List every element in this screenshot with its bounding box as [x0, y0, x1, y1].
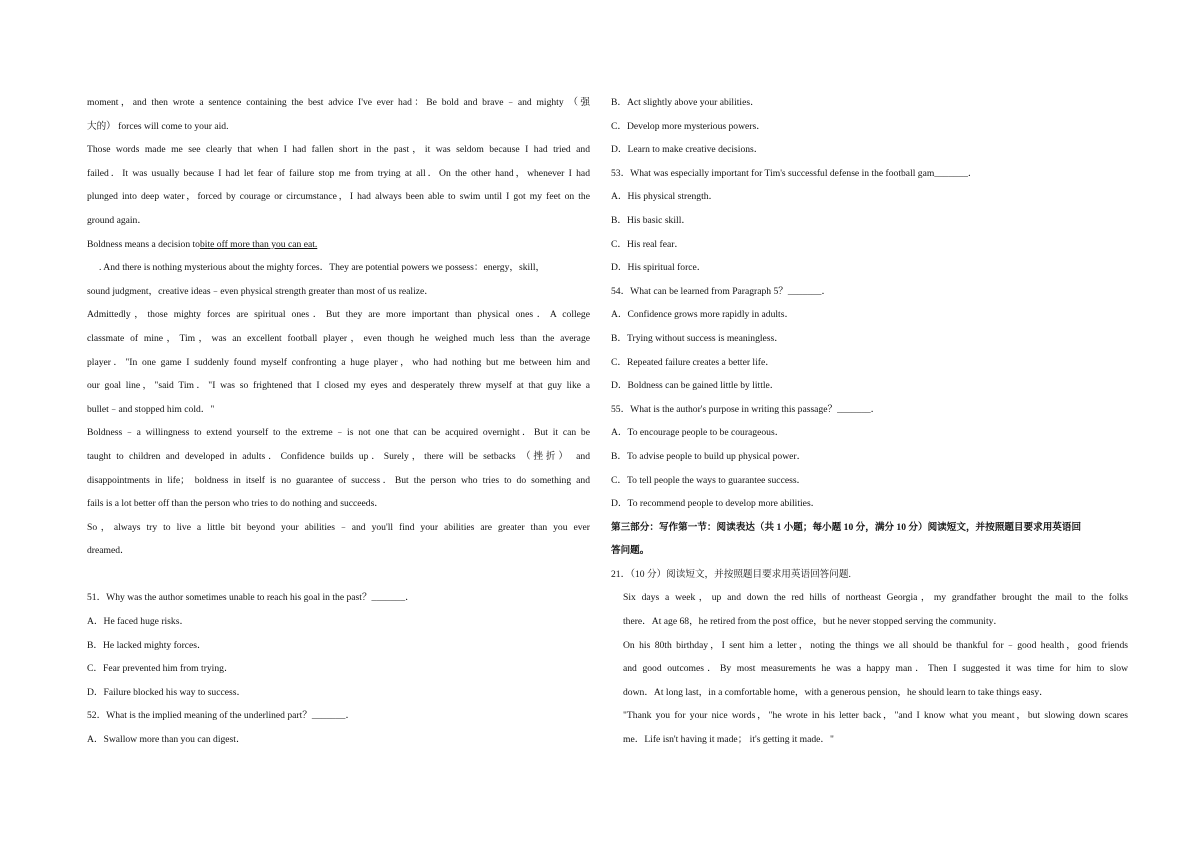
option-55-a: A．To encourage people to be courageous．	[611, 427, 785, 439]
passage-text: Boldness means a decision to	[87, 238, 200, 250]
right-column	[611, 91, 1128, 752]
passage-line-with-underline	[87, 233, 590, 257]
passage-line: failed．It was usually because I had let fear of failure stop me from trying at all．On the other hand，whenever I had	[87, 167, 590, 179]
question-52: 52．What is the implied meaning of the underlined part？_______．	[87, 710, 356, 722]
passage-line: Those words made me see clearly that when I had fallen short in the past，it was seldom because I had tried and	[87, 144, 590, 156]
passage-line: player．"In one game I suddenly found myself confronting a huge player，who had nothing but me between him and	[87, 356, 590, 368]
passage-line: . And there is nothing mysterious about the mighty forces．They are potential powers we possess：energy，skill，	[99, 262, 546, 274]
spacer	[87, 563, 590, 587]
reading-line: there．At age 68，he retired from the post office，but he never stopped serving the community．	[623, 616, 1004, 628]
option-52-b: B．Act slightly above your abilities．	[611, 97, 760, 108]
passage-line: plunged into deep water，forced by courage or circumstance，I had always been able to swim until I got my feet on the	[87, 191, 590, 203]
option-51-c: C．Fear prevented him from trying．	[87, 663, 234, 675]
option-52-d: D．Learn to make creative decisions．	[611, 144, 764, 156]
passage-line: So，always try to live a little bit beyond your abilities﹣and you'll find your abilities are greater than you ever	[87, 521, 590, 533]
section-heading-cont: 答问题。	[611, 545, 650, 557]
option-55-b: B．To advise people to build up physical power．	[611, 450, 807, 462]
passage-line: Boldness﹣a willingness to extend yourself to the extreme﹣is not one that can be acquired overnight．But it can be	[87, 427, 590, 439]
question-21: 21．（10 分）阅读短文，并按照题目要求用英语回答问题.	[611, 568, 851, 580]
option-54-d: D．Boldness can be gained little by little．	[611, 380, 780, 392]
reading-line: Six days a week，up and down the red hills of northeast Georgia，my grandfather brought the mail to the folks	[623, 592, 1128, 604]
passage-line: our goal line，"said Tim．"I was so frightened that I closed my eyes and desperately threw myself at that guy like a	[87, 380, 590, 392]
question-54: 54．What can be learned from Paragraph 5？_______．	[611, 285, 832, 297]
passage-line: bullet﹣and stopped him cold．"	[87, 403, 215, 415]
option-51-b: B．He lacked mighty forces．	[87, 639, 207, 651]
option-53-c: C．His real fear．	[611, 238, 684, 250]
reading-line: down．At long last，in a comfortable home，with a generous pension，he should learn to take things easy．	[623, 686, 1049, 698]
passage-line: ground again．	[87, 214, 147, 226]
passage-line: disappointments in life； boldness in itself is no guarantee of success．But the person who tries to do something and	[87, 474, 590, 486]
reading-line: and good outcomes．By most measurements he was a happy man．Then I suggested it was time for him to slow	[623, 663, 1128, 675]
option-55-d: D．To recommend people to develop more abilities．	[611, 498, 821, 510]
option-54-a: A．Confidence grows more rapidly in adults．	[611, 309, 795, 321]
reading-line: me．Life isn't having it made； it's getting it made．"	[623, 734, 834, 746]
question-55: 55．What is the author's purpose in writing this passage？_______．	[611, 403, 881, 415]
passage-line: fails is a lot better off than the person who tries to do nothing and succeeds．	[87, 498, 384, 510]
question-51: 51．Why was the author sometimes unable to reach his goal in the past？_______．	[87, 592, 415, 604]
passage-line: 大的） forces will come to your aid.	[87, 120, 229, 132]
option-52-c: C．Develop more mysterious powers．	[611, 120, 766, 132]
option-54-b: B．Trying without success is meaningless．	[611, 332, 784, 344]
passage-line: sound judgment，creative ideas﹣even physical strength greater than most of us realize．	[87, 285, 434, 297]
passage-line: Admittedly，those mighty forces are spiritual ones．But they are more important than physical ones．A college	[87, 309, 590, 321]
option-53-a: A．His physical strength．	[611, 191, 719, 203]
underlined-phrase: bite off more than you can eat.	[199, 238, 318, 250]
passage-line: moment，and then wrote a sentence containing the best advice I've ever had：Be bold and brave﹣and mighty （强	[87, 97, 590, 108]
left-column	[87, 91, 590, 752]
passage-line: taught to children and developed in adults．Confidence builds up．Surely，there will be setbacks （挫折） and	[87, 450, 590, 462]
question-53: 53．What was especially important for Tim's successful defense in the football gam_______．	[611, 167, 978, 179]
option-53-b: B．His basic skill．	[611, 214, 691, 226]
section-heading: 第三部分：写作第一节：阅读表达（共 1 小题；每小题 10 分，满分 10 分）阅读短文，并按照题目要求用英语回	[611, 521, 1082, 533]
option-53-d: D．His spiritual force．	[611, 262, 707, 274]
option-55-c: C．To tell people the ways to guarantee success．	[611, 474, 807, 486]
option-52-a: A．Swallow more than you can digest．	[87, 734, 246, 746]
option-51-a: A．He faced huge risks．	[87, 616, 190, 628]
option-54-c: C．Repeated failure creates a better life．	[611, 356, 775, 368]
reading-line: On his 80th birthday，I sent him a letter，noting the things we all should be thankful for﹣good health，good friends	[623, 639, 1128, 651]
passage-line: classmate of mine，Tim，was an excellent football player，even though he weighed much less than the average	[87, 332, 590, 344]
passage-line: dreamed．	[87, 545, 130, 557]
option-51-d: D．Failure blocked his way to success．	[87, 686, 247, 698]
reading-line: "Thank you for your nice words，"he wrote in his letter back，"and I know what you meant，but slowing down scares	[623, 710, 1128, 722]
